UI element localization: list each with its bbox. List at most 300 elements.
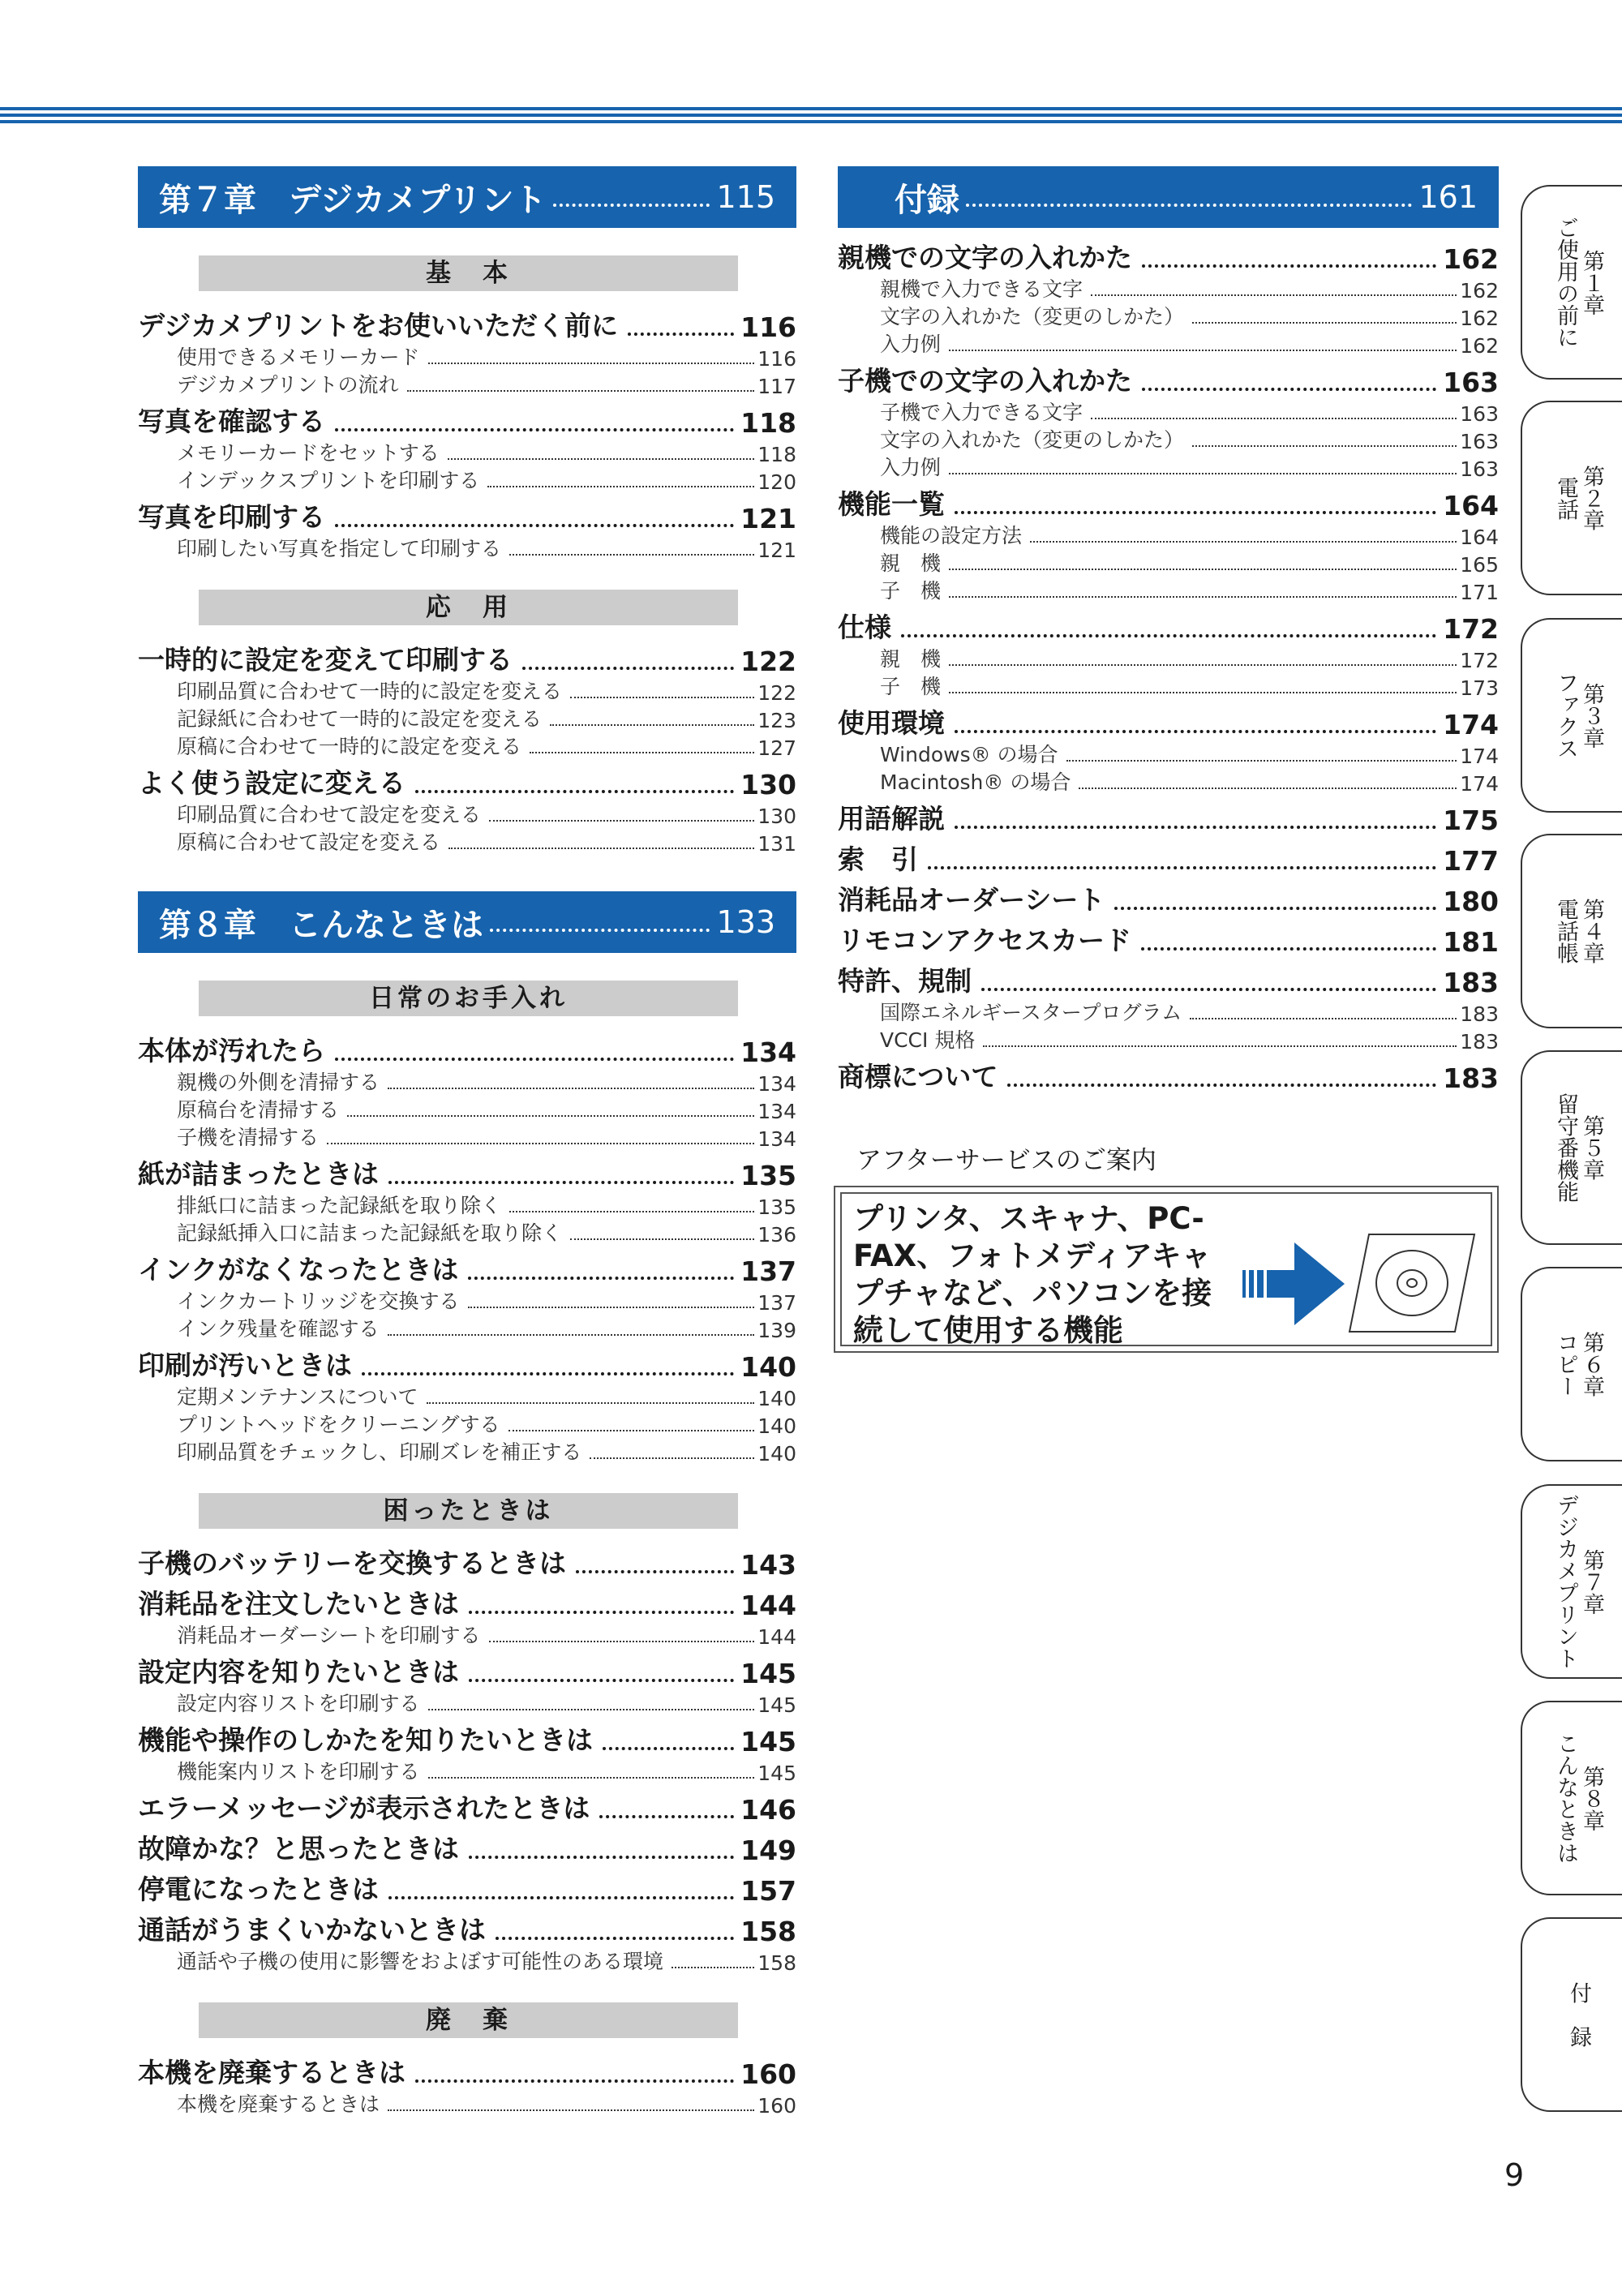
toc-subentry[interactable] <box>177 705 796 732</box>
entry-title: 商標について <box>838 1061 998 1092</box>
toc-subentry[interactable] <box>880 998 1499 1026</box>
subentry-title: 原稿台を清掃する <box>177 1098 340 1122</box>
toc-subentry[interactable] <box>177 1689 796 1717</box>
leader-dots <box>570 697 754 698</box>
toc-entry[interactable] <box>138 1832 796 1866</box>
subentry-page: 123 <box>757 709 796 732</box>
entry-title: 通話がうまくいかないときは <box>138 1914 486 1946</box>
subentry-title: 機能の設定方法 <box>880 524 1023 547</box>
leader-dots <box>1192 445 1457 447</box>
entry-page: 163 <box>1443 367 1499 398</box>
subentry-title: 国際エネルギースタープログラム <box>880 1001 1182 1024</box>
toc-entry[interactable] <box>138 1873 796 1907</box>
subentry-page: 183 <box>1460 1030 1499 1054</box>
chapter-tab[interactable] <box>1521 1050 1622 1245</box>
toc-entry[interactable] <box>138 500 796 534</box>
leader-dots <box>327 1143 754 1144</box>
leader-dots <box>335 524 734 527</box>
leader-dots <box>603 1747 734 1750</box>
entry-page: 145 <box>740 1658 796 1689</box>
leader-dots <box>955 826 1436 829</box>
toc-subentry[interactable] <box>177 1438 796 1466</box>
subentry-page: 122 <box>757 681 796 705</box>
subentry-title: 子 機 <box>880 675 942 698</box>
toc-subentry[interactable] <box>177 2090 796 2118</box>
entry-page: 144 <box>740 1590 796 1621</box>
subentry-page: 134 <box>757 1100 796 1123</box>
chapter-tab[interactable] <box>1521 1917 1622 2112</box>
subentry-title: 親機で入力できる文字 <box>880 277 1083 301</box>
leader-dots <box>1091 294 1457 296</box>
subentry-page: 136 <box>757 1223 796 1247</box>
entry-page: 157 <box>740 1875 796 1907</box>
toc-subentry[interactable] <box>177 677 796 705</box>
leader-dots <box>955 511 1436 514</box>
section-heading: 困ったときは <box>199 1493 738 1529</box>
toc-entry[interactable] <box>138 309 796 343</box>
subentry-page: 139 <box>757 1319 796 1342</box>
entry-title: 用語解説 <box>838 803 945 835</box>
chapter-page: 133 <box>716 904 775 940</box>
leader-dots <box>388 1896 734 1899</box>
entry-title: 機能や操作のしかたを知りたいときは <box>138 1724 593 1756</box>
toc-list <box>138 1547 796 1975</box>
leader-dots <box>570 1238 754 1240</box>
leader-dots <box>901 634 1436 637</box>
leader-dots <box>487 486 754 487</box>
tab-label: 付 録 <box>1566 1981 1591 2048</box>
entry-title: 特許、規制 <box>838 965 972 997</box>
toc-subentry[interactable] <box>177 1383 796 1410</box>
leader-dots <box>388 2109 754 2111</box>
leader-dots <box>949 473 1457 474</box>
entry-page: 118 <box>740 407 796 439</box>
toc-list <box>138 643 796 856</box>
entry-page: 183 <box>1443 967 1499 998</box>
subentry-page: 165 <box>1460 553 1499 577</box>
entry-page: 137 <box>740 1255 796 1287</box>
toc-subentry[interactable] <box>177 534 796 562</box>
toc-subentry[interactable] <box>880 303 1499 330</box>
entry-title: よく使う設定に変える <box>138 767 406 799</box>
leader-dots <box>347 1115 754 1117</box>
toc-entry[interactable] <box>138 2056 796 2090</box>
chapter-tab[interactable] <box>1521 401 1622 595</box>
leader-dots <box>949 569 1457 570</box>
toc-subentry[interactable] <box>880 645 1499 672</box>
toc-subentry[interactable] <box>177 343 796 371</box>
toc-subentry[interactable] <box>177 1947 796 1975</box>
entry-title: 写真を印刷する <box>138 501 325 533</box>
entry-title: 消耗品を注文したいときは <box>138 1588 459 1620</box>
subentry-page: 174 <box>1460 745 1499 768</box>
subentry-title: インクカートリッジを交換する <box>177 1290 460 1313</box>
entry-page: 162 <box>1443 243 1499 275</box>
toc-entry[interactable] <box>138 1157 796 1191</box>
leader-dots <box>949 692 1457 693</box>
subentry-title: インデックスプリントを印刷する <box>177 469 480 492</box>
entry-title: 故障かな？と思ったときは <box>138 1833 459 1865</box>
subentry-title: 親 機 <box>880 551 942 575</box>
entry-title: インクがなくなったときは <box>138 1254 459 1285</box>
tab-label: 第３章 ファクス <box>1553 672 1604 759</box>
subentry-title: Windows® の場合 <box>880 743 1058 766</box>
toc-entry[interactable] <box>138 1792 796 1826</box>
leader-dots <box>388 1334 755 1336</box>
entry-page: 160 <box>740 2058 796 2090</box>
subentry-title: インク残量を確認する <box>177 1317 380 1341</box>
chapter-tab[interactable] <box>1521 618 1622 813</box>
toc-list <box>138 2056 796 2118</box>
entry-title: 停電になったときは <box>138 1873 379 1905</box>
entry-page: 122 <box>740 646 796 677</box>
leader-dots <box>496 1937 734 1940</box>
entry-title: 一時的に設定を変えて印刷する <box>138 644 513 676</box>
subentry-page: 174 <box>1460 772 1499 796</box>
toc-entry[interactable] <box>838 964 1499 998</box>
toc-entry[interactable] <box>838 706 1499 740</box>
toc-entry[interactable] <box>138 1253 796 1287</box>
subentry-title: 印刷品質をチェックし、印刷ズレを補正する <box>177 1440 582 1464</box>
entry-page: 121 <box>740 503 796 534</box>
subentry-title: 排紙口に詰まった記録紙を取り除く <box>177 1194 502 1217</box>
leader-dots <box>1190 1018 1457 1019</box>
toc-subentry[interactable] <box>177 1287 796 1315</box>
subentry-title: 記録紙挿入口に詰まった記録紙を取り除く <box>177 1221 563 1245</box>
entry-page: 180 <box>1443 886 1499 917</box>
toc-subentry[interactable] <box>177 1757 796 1785</box>
leader-dots <box>490 929 710 932</box>
leader-dots <box>335 1058 734 1061</box>
toc-entry[interactable] <box>838 487 1499 521</box>
subentry-title: 親機の外側を清掃する <box>177 1071 380 1094</box>
leader-dots <box>672 1967 754 1968</box>
left-column <box>138 166 796 2118</box>
tab-label: 第８章 こんなときは <box>1553 1732 1604 1864</box>
toc-subentry[interactable] <box>177 466 796 494</box>
subentry-title: Macintosh® の場合 <box>880 770 1071 794</box>
toc-subentry[interactable] <box>880 768 1499 796</box>
chapter8-header[interactable] <box>138 891 796 953</box>
toc-entry[interactable] <box>138 1655 796 1689</box>
leader-dots <box>1030 541 1457 543</box>
leader-dots <box>508 1430 755 1431</box>
toc-entry[interactable] <box>138 1547 796 1581</box>
entry-page: 116 <box>740 311 796 343</box>
leader-dots <box>981 988 1436 991</box>
leader-dots <box>628 333 734 336</box>
toc-subentry[interactable] <box>880 453 1499 481</box>
subentry-page: 118 <box>757 443 796 466</box>
entry-title: 親機での文字の入れかた <box>838 242 1132 273</box>
toc-list <box>838 241 1499 1094</box>
callout-box <box>834 1186 1499 1353</box>
leader-dots <box>576 1570 734 1573</box>
toc-entry[interactable] <box>838 924 1499 958</box>
entry-page: 177 <box>1443 845 1499 877</box>
toc-entry[interactable] <box>838 611 1499 645</box>
toc-subentry[interactable] <box>880 275 1499 303</box>
page-number: 9 <box>1504 2157 1525 2193</box>
callout-line: プチャなど、パソコンを接 <box>853 1276 1212 1311</box>
subentry-page: 162 <box>1460 334 1499 358</box>
entry-title: 機能一覧 <box>838 488 945 520</box>
subentry-title: 設定内容リストを印刷する <box>177 1692 420 1715</box>
subentry-page: 164 <box>1460 526 1499 549</box>
tab-label: 第４章 電話帳 <box>1553 898 1604 964</box>
chapter-page: 161 <box>1418 179 1478 215</box>
tab-label: 第６章 コピー <box>1553 1331 1604 1397</box>
leader-dots <box>1114 907 1436 910</box>
cd-arrow-icon <box>1239 1226 1483 1340</box>
leader-dots <box>1142 388 1436 391</box>
leader-dots <box>428 363 755 364</box>
toc-subentry[interactable] <box>177 1219 796 1247</box>
chapter-tab[interactable] <box>1521 1701 1622 1895</box>
toc-subentry[interactable] <box>880 426 1499 453</box>
toc-entry[interactable] <box>138 643 796 677</box>
leader-dots <box>415 790 734 793</box>
subentry-page: 130 <box>757 805 796 828</box>
leader-dots <box>553 204 710 207</box>
subentry-page: 120 <box>757 470 796 494</box>
leader-dots <box>949 596 1457 598</box>
toc-subentry[interactable] <box>177 1410 796 1438</box>
subentry-title: 使用できるメモリーカード <box>177 345 420 369</box>
section-heading: 基 本 <box>199 255 738 291</box>
subentry-page: 140 <box>757 1387 796 1410</box>
subentry-page: 162 <box>1460 279 1499 303</box>
section-heading: 廃 棄 <box>199 2002 738 2038</box>
toc-subentry[interactable] <box>177 1068 796 1096</box>
entry-page: 181 <box>1443 926 1499 958</box>
subentry-page: 134 <box>757 1072 796 1096</box>
entry-page: 149 <box>740 1835 796 1866</box>
entry-title: 仕様 <box>838 612 891 643</box>
tab-label: 第１章 ご使用の前に <box>1553 217 1604 348</box>
tab-label: 第５章 留守番機能 <box>1553 1092 1604 1203</box>
chapter-title: 第８章 こんなときは <box>159 906 483 944</box>
leader-dots <box>468 1277 734 1280</box>
entry-page: 135 <box>740 1160 796 1191</box>
entry-page: 175 <box>1443 805 1499 836</box>
toc-subentry[interactable] <box>177 732 796 760</box>
chapter-title: 第７章 デジカメプリント <box>159 181 547 219</box>
chapter7-header[interactable] <box>138 166 796 228</box>
toc-subentry[interactable] <box>880 577 1499 604</box>
toc-subentry[interactable] <box>177 800 796 828</box>
entry-title: 設定内容を知りたいときは <box>138 1656 459 1688</box>
toc-entry[interactable] <box>138 766 796 800</box>
subentry-page: 158 <box>757 1951 796 1975</box>
toc-entry[interactable] <box>838 843 1499 877</box>
toc-entry[interactable] <box>138 1587 796 1621</box>
leader-dots <box>448 458 755 460</box>
entry-page: 146 <box>740 1794 796 1826</box>
chapter-page: 115 <box>716 179 775 215</box>
entry-title: 紙が詰まったときは <box>138 1158 379 1190</box>
leader-dots <box>590 1457 754 1459</box>
toc-subentry[interactable] <box>880 549 1499 577</box>
leader-dots <box>448 848 754 849</box>
leader-dots <box>407 390 755 392</box>
section-heading: 応 用 <box>199 590 738 625</box>
subentry-title: 機能案内リストを印刷する <box>177 1760 420 1783</box>
leader-dots <box>928 866 1436 869</box>
entry-title: デジカメプリントをお使いいただく前に <box>138 310 619 341</box>
leader-dots <box>415 2079 734 2083</box>
toc-entry[interactable] <box>838 241 1499 275</box>
leader-dots <box>388 1088 754 1089</box>
leader-dots <box>1192 322 1457 324</box>
entry-page: 183 <box>1443 1062 1499 1094</box>
toc-subentry[interactable] <box>177 439 796 466</box>
leader-dots <box>599 1815 734 1818</box>
after-service-link[interactable]: アフターサービスのご案内 <box>856 1146 1156 1175</box>
subentry-title: プリントヘッドをクリーニングする <box>177 1413 500 1436</box>
entry-title: エラーメッセージが表示されたときは <box>138 1792 590 1824</box>
toc-entry[interactable] <box>138 1913 796 1947</box>
toc-entry[interactable] <box>838 364 1499 398</box>
chapter-tab[interactable] <box>1521 185 1622 380</box>
leader-dots <box>550 724 754 726</box>
subentry-title: 子機で入力できる文字 <box>880 401 1083 424</box>
entry-page: 164 <box>1443 490 1499 521</box>
chapter-tab[interactable] <box>1521 1484 1622 1679</box>
entry-title: 本体が汚れたら <box>138 1035 325 1066</box>
leader-dots <box>428 1709 755 1710</box>
subentry-title: 子 機 <box>880 579 942 603</box>
subentry-page: 145 <box>757 1762 796 1785</box>
toc-entry[interactable] <box>138 1723 796 1757</box>
toc-subentry[interactable] <box>880 672 1499 700</box>
toc-subentry[interactable] <box>177 1123 796 1151</box>
toc-entry[interactable] <box>838 802 1499 836</box>
subentry-page: 172 <box>1460 649 1499 672</box>
toc-entry[interactable] <box>838 1060 1499 1094</box>
entry-title: 消耗品オーダーシート <box>838 884 1105 916</box>
leader-dots <box>1007 1084 1436 1087</box>
leader-dots <box>530 752 754 753</box>
entry-page: 134 <box>740 1036 796 1068</box>
subentry-page: 173 <box>1460 676 1499 700</box>
leader-dots <box>1066 760 1457 762</box>
tab-label: 第２章 電話 <box>1553 465 1604 531</box>
subentry-title: 文字の入れかた（変更のしかた） <box>880 428 1185 452</box>
subentry-title: 印刷品質に合わせて設定を変える <box>177 803 482 826</box>
toc-subentry[interactable] <box>177 828 796 856</box>
leader-dots <box>335 428 734 431</box>
subentry-title: メモリーカードをセットする <box>177 441 440 465</box>
entry-page: 145 <box>740 1726 796 1757</box>
toc-entry[interactable] <box>838 883 1499 917</box>
subentry-page: 145 <box>757 1693 796 1717</box>
leader-dots <box>428 1777 755 1779</box>
toc-entry[interactable] <box>138 1349 796 1383</box>
subentry-title: 定期メンテナンスについて <box>177 1385 418 1409</box>
leader-dots <box>949 350 1457 351</box>
callout-text <box>853 1200 1242 1350</box>
right-column <box>838 166 1499 1176</box>
subentry-title: 印刷したい写真を指定して印刷する <box>177 537 502 560</box>
leader-dots <box>955 730 1436 733</box>
leader-dots <box>469 1611 734 1614</box>
subentry-page: 116 <box>757 347 796 371</box>
leader-dots <box>427 1402 755 1404</box>
chapter-tab[interactable] <box>1521 1267 1622 1461</box>
subentry-page: 121 <box>757 539 796 562</box>
appendix-header[interactable] <box>838 166 1499 228</box>
entry-title: リモコンアクセスカード <box>838 925 1132 956</box>
leader-dots <box>489 1641 755 1642</box>
subentry-page: 135 <box>757 1195 796 1219</box>
toc-list <box>138 1034 796 1466</box>
subentry-page: 144 <box>757 1625 796 1649</box>
leader-dots <box>509 554 754 556</box>
header-rules <box>0 107 1622 131</box>
toc-subentry[interactable] <box>880 521 1499 549</box>
toc-subentry[interactable] <box>177 1621 796 1649</box>
subentry-title: 文字の入れかた（変更のしかた） <box>880 305 1185 328</box>
entry-title: 印刷が汚いときは <box>138 1350 352 1381</box>
subentry-title: 消耗品オーダーシートを印刷する <box>177 1624 481 1647</box>
chapter-tab[interactable] <box>1521 834 1622 1028</box>
subentry-title: 通話や子機の使用に影響をおよぼす可能性のある環境 <box>177 1950 664 1973</box>
entry-title: 子機のバッテリーを交換するときは <box>138 1547 566 1579</box>
leader-dots <box>469 1856 734 1859</box>
callout-line: 続して使用する機能 <box>853 1313 1123 1348</box>
callout-line: プリンタ、スキャナ、PC- <box>853 1201 1204 1236</box>
subentry-page: 137 <box>757 1291 796 1315</box>
subentry-title: 入力例 <box>880 333 942 356</box>
toc-entry[interactable] <box>138 405 796 439</box>
leader-dots <box>468 1307 755 1308</box>
subentry-title: VCCI 規格 <box>880 1028 976 1052</box>
entry-title: 本機を廃棄するときは <box>138 2057 406 2088</box>
leader-dots <box>1091 418 1457 419</box>
tab-label: 第７章 デジカメプリント <box>1553 1494 1604 1669</box>
chapter-title: 付録 <box>895 181 959 219</box>
toc-subentry[interactable] <box>177 371 796 398</box>
leader-dots <box>1079 788 1457 789</box>
subentry-title: 原稿に合わせて設定を変える <box>177 830 441 854</box>
entry-title: 写真を確認する <box>138 406 325 437</box>
leader-dots <box>1141 947 1436 951</box>
toc-subentry[interactable] <box>880 398 1499 426</box>
toc-subentry[interactable] <box>177 1315 796 1342</box>
toc-subentry[interactable] <box>880 740 1499 768</box>
subentry-page: 163 <box>1460 457 1499 481</box>
leader-dots <box>362 1372 734 1375</box>
leader-dots <box>966 204 1412 207</box>
section-heading: 日常のお手入れ <box>199 981 738 1016</box>
subentry-title: デジカメプリントの流れ <box>177 373 399 397</box>
subentry-page: 162 <box>1460 307 1499 330</box>
subentry-page: 140 <box>757 1442 796 1466</box>
subentry-page: 127 <box>757 736 796 760</box>
toc-subentry[interactable] <box>177 1096 796 1123</box>
toc-subentry[interactable] <box>880 330 1499 358</box>
subentry-page: 183 <box>1460 1002 1499 1026</box>
subentry-page: 171 <box>1460 581 1499 604</box>
entry-title: 子機での文字の入れかた <box>838 365 1132 397</box>
toc-entry[interactable] <box>138 1034 796 1068</box>
subentry-title: 親 機 <box>880 647 942 671</box>
toc-subentry[interactable] <box>177 1191 796 1219</box>
toc-subentry[interactable] <box>880 1026 1499 1054</box>
subentry-page: 117 <box>757 375 796 398</box>
leader-dots <box>489 820 754 822</box>
